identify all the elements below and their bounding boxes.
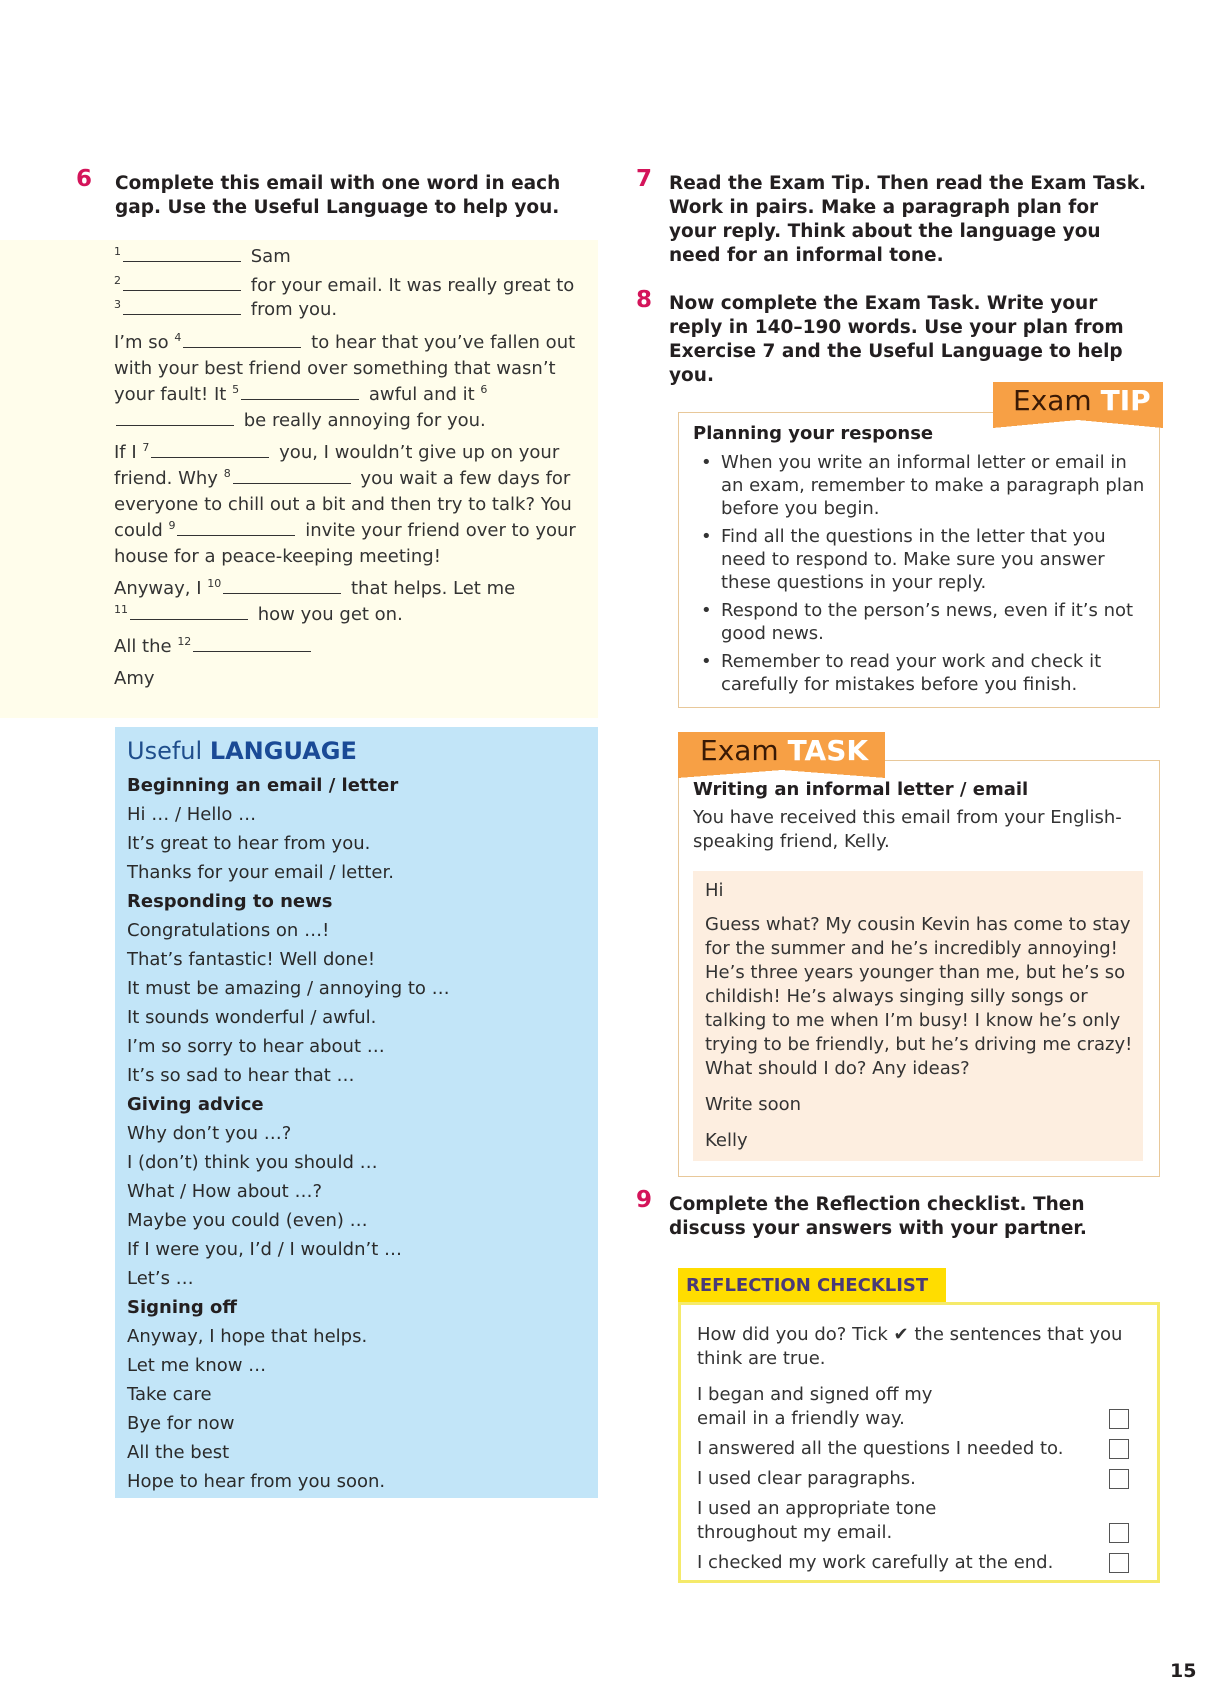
gap-blank-11[interactable] <box>130 603 248 620</box>
email-text: be really annoying for you. <box>243 410 486 431</box>
tab-bold: TIP <box>1100 384 1151 417</box>
useful-language-phrase: If I were you, I’d / I wouldn’t … <box>127 1239 402 1260</box>
bullet-icon: • <box>701 526 712 547</box>
email-text: Sam <box>250 246 291 267</box>
email-text: how you get on. <box>257 604 403 625</box>
bullet-icon: • <box>701 600 712 621</box>
useful-language-phrase: Hi … / Hello … <box>127 804 257 825</box>
gap-blank-2[interactable] <box>123 274 241 291</box>
exercise-8-instruction: Now complete the Exam Task. Write your reply in 140–190 words. Use your plan from Exercise 7 and the Useful Language to help you. <box>669 293 1124 386</box>
exercise-number-6: 6 <box>76 166 93 192</box>
useful-language-phrase: It’s great to hear from you. <box>127 833 371 854</box>
gap-blank-6[interactable] <box>116 409 234 426</box>
useful-language-phrase: It sounds wonderful / awful. <box>127 1007 377 1028</box>
gap-blank-12[interactable] <box>193 635 311 652</box>
tip-bullets <box>693 451 1148 701</box>
email-signature: Amy <box>114 668 155 689</box>
gap-blank-7[interactable] <box>151 441 269 458</box>
reflection-item-text: I began and signed off my email in a friendly way. <box>697 1384 933 1429</box>
useful-language-phrase: It must be amazing / annoying to … <box>127 978 450 999</box>
title-bold: LANGUAGE <box>209 737 357 765</box>
email-text: you, I wouldn’t give up on your friend. Why <box>114 442 560 489</box>
tip-bullet <box>693 599 1148 645</box>
reflection-checklist-box <box>678 1302 1160 1583</box>
useful-language-list <box>127 771 450 1496</box>
reflection-item <box>697 1497 1145 1545</box>
tip-bullet-text: When you write an informal letter or email in an exam, remember to make a paragraph plan before you begin. <box>721 452 1145 519</box>
tip-bullet-text: Respond to the person’s news, even if it’s not good news. <box>721 600 1134 644</box>
kelly-signature: Kelly <box>705 1130 748 1151</box>
gap-number: 1 <box>114 245 121 258</box>
tab-bold: TASK <box>787 734 869 767</box>
reflection-checklist-title: REFLECTION CHECKLIST <box>678 1268 946 1304</box>
gap-number: 7 <box>142 441 150 454</box>
exam-tip-tab <box>993 382 1163 420</box>
email-text: invite your friend over to your house for a peace-keeping meeting! <box>114 520 576 567</box>
gap-fill-email <box>0 240 598 718</box>
tip-bullet-text: Remember to read your work and check it carefully for mistakes before you finish. <box>721 651 1102 695</box>
reflection-intro: How did you do? Tick ✔ the sentences that you think are true. <box>697 1324 1123 1369</box>
useful-language-heading: Beginning an email / letter <box>127 775 399 796</box>
bullet-icon: • <box>701 651 712 672</box>
gap-blank-8[interactable] <box>233 467 351 484</box>
gap-number: 12 <box>177 635 192 648</box>
email-text: I’m so <box>114 332 169 353</box>
bullet-icon: • <box>701 452 712 473</box>
email-text: If I <box>114 442 137 463</box>
reflection-item-text: I checked my work carefully at the end. <box>697 1552 1054 1573</box>
useful-language-phrase: Maybe you could (even) … <box>127 1210 368 1231</box>
useful-language-phrase: I (don’t) think you should … <box>127 1152 378 1173</box>
exercise-9-instruction: Complete the Reflection checklist. Then discuss your answers with your partner. <box>669 1194 1087 1239</box>
reflection-checkbox[interactable] <box>1109 1523 1129 1543</box>
gap-number: 6 <box>480 383 488 396</box>
reflection-checkbox[interactable] <box>1109 1553 1129 1573</box>
useful-language-title <box>127 737 357 765</box>
reflection-item-text: I used clear paragraphs. <box>697 1468 916 1489</box>
email-text: for your email. It was really great to <box>250 275 575 296</box>
task-intro: You have received this email from your English-speaking friend, Kelly. <box>693 807 1122 852</box>
tip-bullet <box>693 451 1148 520</box>
exercise-7-instruction: Read the Exam Tip. Then read the Exam Task. Work in pairs. Make a paragraph plan for your reply. Think about the language you need for an informal tone. <box>669 173 1147 266</box>
task-heading: Writing an informal letter / email <box>693 779 1029 800</box>
useful-language-phrase: It’s so sad to hear that … <box>127 1065 355 1086</box>
useful-language-phrase: Let me know … <box>127 1355 267 1376</box>
email-text: to hear that you’ve fallen out with your best friend over something that wasn’t your fault! It <box>114 332 576 405</box>
reflection-checkbox[interactable] <box>1109 1469 1129 1489</box>
exam-tip-box <box>678 412 1160 708</box>
gap-blank-1[interactable] <box>123 245 241 262</box>
useful-language-phrase: Let’s … <box>127 1268 194 1289</box>
gap-blank-5[interactable] <box>241 383 359 400</box>
email-text: All the <box>114 636 172 657</box>
useful-language-phrase: What / How about …? <box>127 1181 323 1202</box>
tip-bullet <box>693 525 1148 594</box>
exercise-number-7: 7 <box>636 166 653 192</box>
gap-number: 4 <box>174 331 182 344</box>
gap-blank-4[interactable] <box>183 331 301 348</box>
useful-language-box <box>115 727 598 1498</box>
kelly-email <box>693 871 1143 1161</box>
title-light: Useful <box>127 737 203 765</box>
email-text: you wait a few days for everyone to chill out a bit and then try to talk? You could <box>114 468 572 541</box>
tip-heading: Planning your response <box>693 423 934 444</box>
reflection-item <box>697 1467 1145 1491</box>
email-text: awful and it <box>368 384 475 405</box>
useful-language-phrase: Anyway, I hope that helps. <box>127 1326 368 1347</box>
page-number: 15 <box>1170 1660 1197 1682</box>
useful-language-phrase: I’m so sorry to hear about … <box>127 1036 385 1057</box>
useful-language-phrase: Take care <box>127 1384 212 1405</box>
useful-language-phrase: Thanks for your email / letter. <box>127 862 394 883</box>
useful-language-phrase: Bye for now <box>127 1413 235 1434</box>
useful-language-phrase: Congratulations on …! <box>127 920 330 941</box>
tab-light: Exam <box>1013 384 1092 417</box>
gap-number: 9 <box>168 519 176 532</box>
useful-language-phrase: Hope to hear from you soon. <box>127 1471 386 1492</box>
gap-number: 3 <box>114 298 121 311</box>
gap-number: 2 <box>114 274 121 287</box>
reflection-item <box>697 1383 1145 1431</box>
tab-light: Exam <box>700 734 779 767</box>
reflection-item <box>697 1551 1145 1575</box>
useful-language-heading: Responding to news <box>127 891 333 912</box>
exam-task-box <box>678 760 1160 1177</box>
exercise-6-instruction: Complete this email with one word in each gap. Use the Useful Language to help you. <box>115 173 561 218</box>
exam-task-tab <box>678 732 885 770</box>
gap-blank-3[interactable] <box>123 298 241 315</box>
reflection-checkbox[interactable] <box>1109 1409 1129 1429</box>
gap-number: 11 <box>114 603 128 616</box>
gap-blank-9[interactable] <box>177 519 295 536</box>
useful-language-phrase: Why don’t you …? <box>127 1123 292 1144</box>
kelly-greeting: Hi <box>705 880 724 901</box>
gap-number: 8 <box>223 467 231 480</box>
kelly-closing: Write soon <box>705 1094 802 1115</box>
useful-language-heading: Giving advice <box>127 1094 264 1115</box>
reflection-item <box>697 1437 1145 1461</box>
exercise-number-8: 8 <box>636 287 653 313</box>
kelly-body: Guess what? My cousin Kevin has come to stay for the summer and he’s incredibly annoying! He’s three years younger than me, but he’s so childish! He’s always singing silly songs or talking to me when I’m busy! I know he’s only trying to be friendly, but he’s driving me crazy! What should I do? Any ideas? <box>705 914 1133 1079</box>
reflection-item-text: I answered all the questions I needed to. <box>697 1438 1064 1459</box>
exercise-number-9: 9 <box>636 1187 653 1213</box>
gap-number: 5 <box>232 383 240 396</box>
useful-language-heading: Signing off <box>127 1297 237 1318</box>
email-text: that helps. Let me <box>351 578 516 599</box>
tip-bullet <box>693 650 1148 696</box>
gap-number: 10 <box>207 577 222 590</box>
reflection-items <box>697 1383 1145 1581</box>
reflection-item-text: I used an appropriate tone throughout my email. <box>697 1498 937 1543</box>
gap-blank-10[interactable] <box>223 577 341 594</box>
email-text: Anyway, I <box>114 578 202 599</box>
email-text: from you. <box>250 299 338 320</box>
useful-language-phrase: That’s fantastic! Well done! <box>127 949 376 970</box>
useful-language-phrase: All the best <box>127 1442 230 1463</box>
reflection-checkbox[interactable] <box>1109 1439 1129 1459</box>
tip-bullet-text: Find all the questions in the letter that you need to respond to. Make sure you answer these questions in your reply. <box>721 526 1106 593</box>
